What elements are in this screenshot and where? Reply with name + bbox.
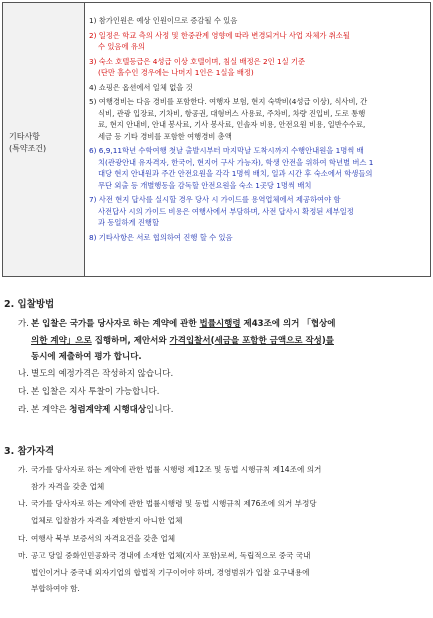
text: 국가를 당사자로 하는 계약에 관한 법률 시행령 제12조 및 동법 시행규칙 제14조에 의거 bbox=[31, 465, 322, 474]
text: 별도의 예정가격은 작성하지 않습니다. bbox=[31, 369, 174, 379]
text-part: 법률시행령 bbox=[199, 319, 241, 329]
condition-line: 세금 등 기타 경비를 포함한 여행경비 총액 bbox=[98, 131, 232, 141]
marker: 다. bbox=[18, 387, 29, 397]
label-text bbox=[9, 131, 46, 155]
text: 여행사 북부 보증서의 자격요건을 갖춘 업체 bbox=[31, 534, 176, 543]
section-3-item-ma bbox=[18, 548, 310, 598]
text-part: 본 입찰은 국가를 당사자로 하는 계약에 관한 bbox=[31, 319, 200, 329]
text: 본 입찰은 지사 투찰이 가능합니다. bbox=[31, 387, 160, 397]
section-3-item-ga bbox=[18, 462, 321, 495]
condition-line: 식비, 관광 입장료, 기차비, 항공권, 대형버스 사용료, 주차비, 차량 진입비, 도로 통행 bbox=[98, 108, 366, 118]
text-part: 제43조에 의거 「협상에 bbox=[240, 319, 336, 329]
condition-line: 3) 숙소 호텔등급은 4성급 이상 호텔이며, 침실 배정은 2인 1실 기준 bbox=[89, 56, 306, 66]
marker: 마. bbox=[18, 551, 28, 560]
condition-line: 5) 여행경비는 다음 경비를 포함한다. 여행자 보험, 현지 숙박비(4성급 이상), 식사비, 간 bbox=[89, 97, 368, 106]
text-part: 입니다. bbox=[146, 405, 174, 415]
marker: 가. bbox=[18, 319, 29, 329]
condition-line: (단만 홀수인 경우에는 나머지 1인은 1실을 배정) bbox=[98, 68, 254, 77]
text: 국가를 당사자로 하는 계약에 관한 법률시행령 및 동법 시행규칙 제76조에 의거 부정당 bbox=[31, 499, 317, 508]
text-part: 가격입찰서(세금을 포함한 금액으로 작성)를 bbox=[169, 335, 334, 346]
condition-line: 2) 일정은 학교 측의 사정 및 한중관계 영향에 따라 변경되거나 사업 자체가 취소될 bbox=[89, 30, 350, 40]
marker: 나. bbox=[18, 499, 28, 508]
condition-item bbox=[89, 15, 427, 27]
text: 업체로 입찰참가 자격을 제한받지 아니한 업체 bbox=[31, 515, 183, 525]
marker: 다. bbox=[18, 534, 28, 543]
section-2-item-da bbox=[18, 384, 159, 401]
condition-item bbox=[89, 82, 427, 94]
text-part: 동시에 제출하여 평가 합니다. bbox=[31, 352, 142, 362]
special-conditions-table bbox=[2, 2, 431, 277]
text-part: 집행하며, 제안서와 bbox=[91, 335, 170, 346]
condition-line: 치(관광안내 유자격자, 한국어, 현지어 구사 가능자), 학생 안전을 위하여 학년별 버스 1 bbox=[98, 157, 374, 167]
section-2-title: 2. 입찰방법 bbox=[4, 299, 55, 310]
text: 부합하여야 함. bbox=[31, 584, 80, 593]
condition-item bbox=[89, 56, 427, 79]
condition-line: 사전답사 시의 가이드 비용은 여행사에서 부담하며, 사전 답사시 확정된 세부일정 bbox=[98, 206, 354, 216]
section-3-item-da bbox=[18, 531, 175, 548]
marker: 가. bbox=[18, 465, 28, 474]
marker: 나. bbox=[18, 369, 29, 379]
section-2-item-na bbox=[18, 366, 173, 383]
condition-line: 무단 외출 등 개별행동을 감독할 안전요원을 숙소 1곳당 1명씩 배치 bbox=[98, 180, 312, 190]
condition-line: 료, 현지 안내비, 안내 봉사료, 기사 봉사료, 인솔자 비용, 안전요원 비용, 일반수수료, bbox=[98, 120, 366, 129]
label-line-1: 기타사항 bbox=[9, 132, 40, 141]
condition-item bbox=[89, 96, 427, 142]
condition-line: 대당 현지 안내원과 주간 안전요원을 각각 1명씩 배치, 일과 시간 후 숙소에서 학생들의 bbox=[98, 169, 373, 178]
section-2-item-ra bbox=[18, 402, 173, 419]
text: 법인이거나 중국내 외자기업의 합법적 기구이어야 하며, 경영범위가 입찰 요구내용에 bbox=[31, 567, 310, 577]
condition-line: 7) 사전 현지 답사를 실시할 경우 당사 시 가이드를 용역업체에서 제공하여야 함 bbox=[89, 195, 341, 204]
text-part: 의한 계약」으로 bbox=[31, 335, 92, 346]
section-2-item-ga bbox=[18, 316, 335, 366]
text: 공고 당일 중화인민공화국 경내에 소재한 업체(지사 포함)로써, 독립적으로 중국 국내 bbox=[31, 551, 311, 560]
section-3-item-na bbox=[18, 496, 317, 529]
label-line-2: (특약조건) bbox=[9, 144, 47, 153]
section-3-title: 3. 참가자격 bbox=[4, 446, 55, 457]
condition-item bbox=[89, 232, 427, 244]
condition-line: 6) 6,9,11학년 수학여행 첫날 출발시부터 마지막날 도착시까지 수행안내원을 1명씩 배 bbox=[89, 146, 364, 155]
condition-line: 1) 참가인원은 예상 인원이므로 증감될 수 있음 bbox=[89, 16, 238, 25]
condition-line: 8) 기타사항은 서로 협의하여 진행 할 수 있음 bbox=[89, 232, 233, 242]
text: 참가 자격을 갖춘 업체 bbox=[31, 481, 105, 491]
text-part: 본 계약은 bbox=[31, 405, 70, 415]
text-part: 청렴계약제 시행대상 bbox=[69, 405, 147, 415]
condition-line: 수 있음에 유의 bbox=[98, 42, 145, 51]
conditions-list bbox=[89, 15, 427, 246]
label-cell bbox=[3, 3, 85, 276]
condition-line: 과 동일하게 진행할 bbox=[98, 218, 160, 227]
marker: 라. bbox=[18, 405, 29, 415]
condition-item bbox=[89, 145, 427, 191]
condition-item bbox=[89, 194, 427, 229]
condition-line: 4) 쇼핑은 옵션에서 일체 없을 것 bbox=[89, 82, 193, 92]
condition-item bbox=[89, 30, 427, 53]
